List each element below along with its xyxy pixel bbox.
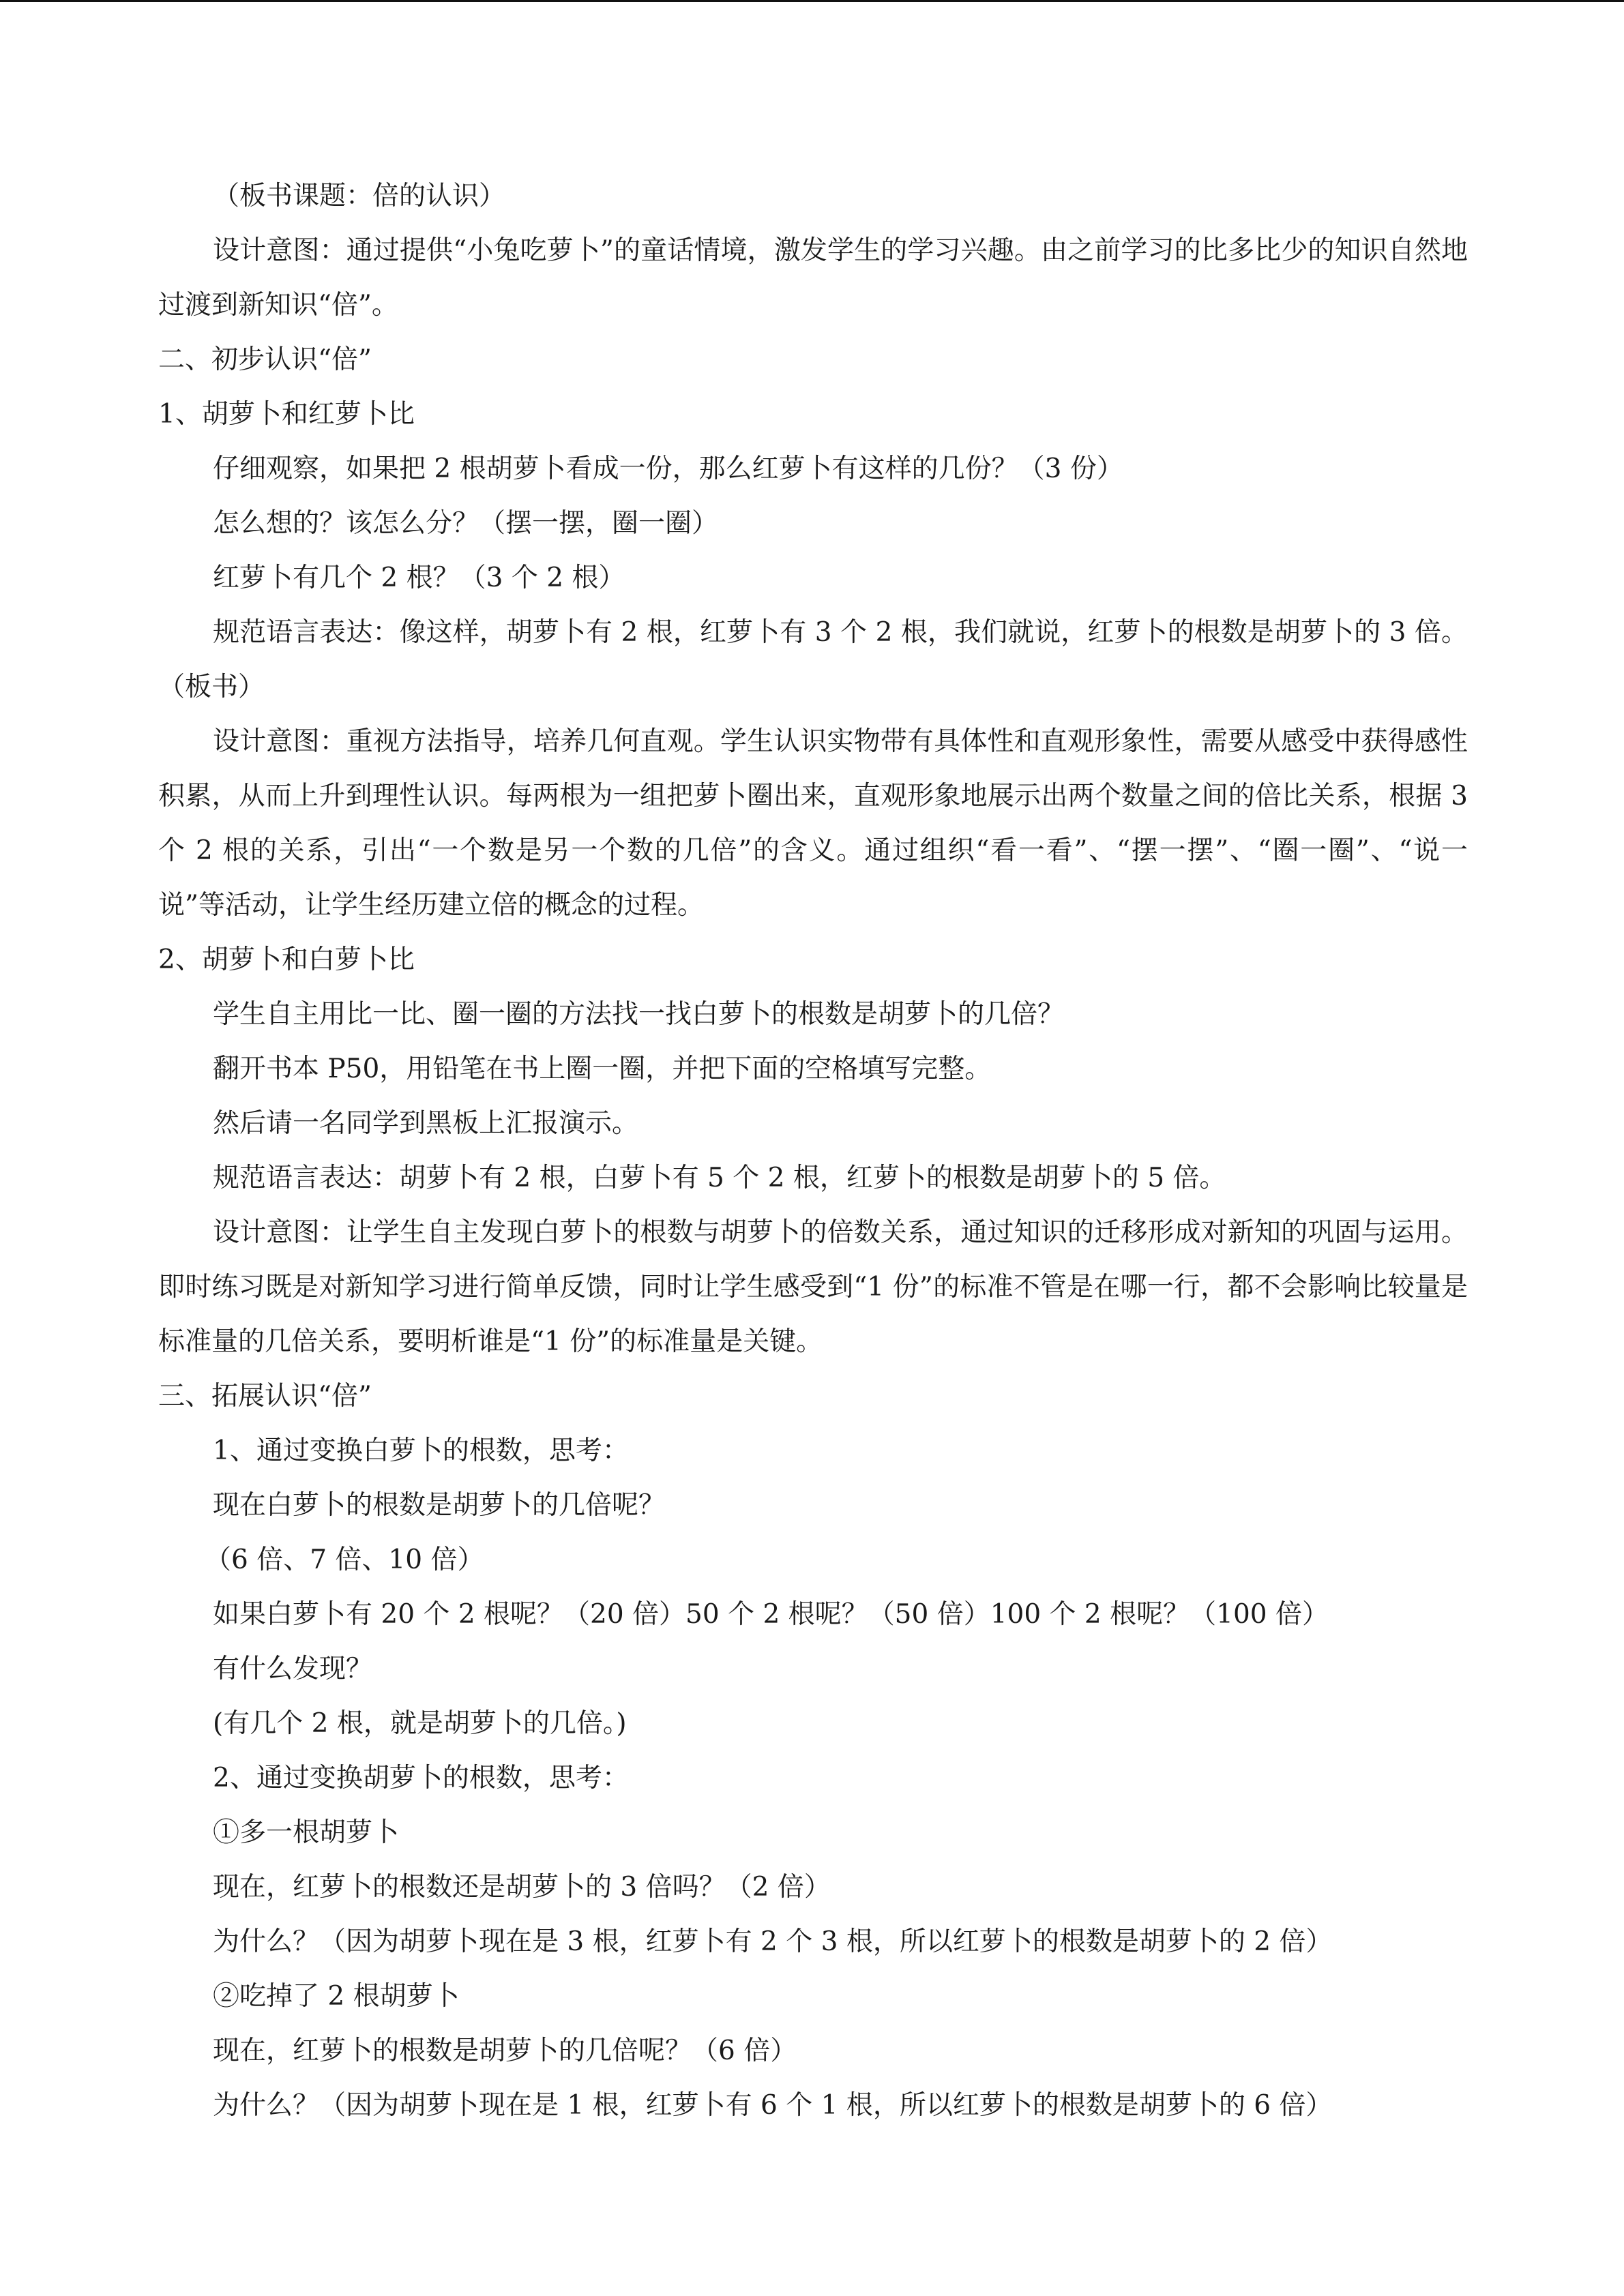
question-line: 现在，红萝卜的根数是胡萝卜的几倍呢？（6 倍） [213,2036,797,2066]
extension-step-2: 2、通过变换胡萝卜的根数，思考： [213,1763,629,1793]
document-page [158,169,1468,2133]
answer-line: （6 倍、7 倍、10 倍） [205,1545,484,1575]
board-title-note: （板书课题：倍的认识） [213,181,506,211]
question-line: 红萝卜有几个 2 根？（3 个 2 根） [213,563,625,593]
question-line: 现在，红萝卜的根数还是胡萝卜的 3 倍吗？（2 倍） [213,1872,831,1903]
design-intent-paragraph-2: 设计意图：重视方法指导，培养几何直观。学生认识实物带有具体性和直观形象性，需要从感受中获得感性积累，从而上升到理性认识。每两根为一组把萝卜圈出来，直观形象地展示出两个数量之间的倍比关系，根据 3 个 2 根的关系，引出“一个数是另一个数的几倍”的含义。通过组织“看一看”、“摆一摆”、“圈一圈”、“说一说”等活动，让学生经历建立倍的概念的过程。 [158,726,1468,921]
question-line: 有什么发现？ [213,1654,373,1684]
question-line: 怎么想的？该怎么分？（摆一摆，圈一圈） [213,508,719,539]
question-line: 为什么？（因为胡萝卜现在是 3 根，红萝卜有 2 个 3 根，所以红萝卜的根数是胡萝卜的 2 倍） [213,1926,1333,1957]
question-line: 现在白萝卜的根数是胡萝卜的几倍呢？ [213,1490,666,1521]
extension-step-1: 1、通过变换白萝卜的根数，思考： [213,1435,629,1466]
activity-line: 翻开书本 P50，用铅笔在书上圈一圈，并把下面的空格填写完整。 [213,1054,992,1084]
page-top-border [0,0,1624,2]
standard-expression-paragraph-1: 规范语言表达：像这样，胡萝卜有 2 根，红萝卜有 3 个 2 根，我们就说，红萝卜的根数是胡萝卜的 3 倍。（板书） [158,617,1468,702]
design-intent-paragraph-1: 设计意图：通过提供“小兔吃萝卜”的童话情境，激发学生的学习兴趣。由之前学习的比多比少的知识自然地过渡到新知识“倍”。 [158,235,1468,320]
case-heading-1: ①多一根胡萝卜 [213,1817,400,1848]
activity-line: 学生自主用比一比、圈一圈的方法找一找白萝卜的根数是胡萝卜的几倍？ [213,999,1065,1030]
design-intent-paragraph-3: 设计意图：让学生自主发现白萝卜的根数与胡萝卜的倍数关系，通过知识的迁移形成对新知的巩固与运用。即时练习既是对新知学习进行简单反馈，同时让学生感受到“1 份”的标准不管是在哪一行，都不会影响比较量是标准量的几倍关系，要明析谁是“1 份”的标准量是关键。 [158,1217,1468,1357]
question-line: 如果白萝卜有 20 个 2 根呢？（20 倍）50 个 2 根呢？（50 倍）100 个 2 根呢？（100 倍） [213,1599,1329,1630]
subsection-heading-2: 2、胡萝卜和白萝卜比 [158,944,415,975]
section-heading-2: 二、初步认识“倍” [158,344,372,375]
question-line: 为什么？（因为胡萝卜现在是 1 根，红萝卜有 6 个 1 根，所以红萝卜的根数是胡萝卜的 6 倍） [213,2090,1333,2121]
subsection-heading-1: 1、胡萝卜和红萝卜比 [158,399,415,430]
activity-line: 然后请一名同学到黑板上汇报演示。 [213,1108,639,1139]
standard-expression-line: 规范语言表达：胡萝卜有 2 根，白萝卜有 5 个 2 根，红萝卜的根数是胡萝卜的 5 倍。 [213,1163,1226,1193]
case-heading-2: ②吃掉了 2 根胡萝卜 [213,1981,460,2012]
answer-line: (有几个 2 根，就是胡萝卜的几倍。) [213,1708,627,1739]
question-line: 仔细观察，如果把 2 根胡萝卜看成一份，那么红萝卜有这样的几份？（3 份） [213,453,1123,484]
section-heading-3: 三、拓展认识“倍” [158,1381,372,1412]
